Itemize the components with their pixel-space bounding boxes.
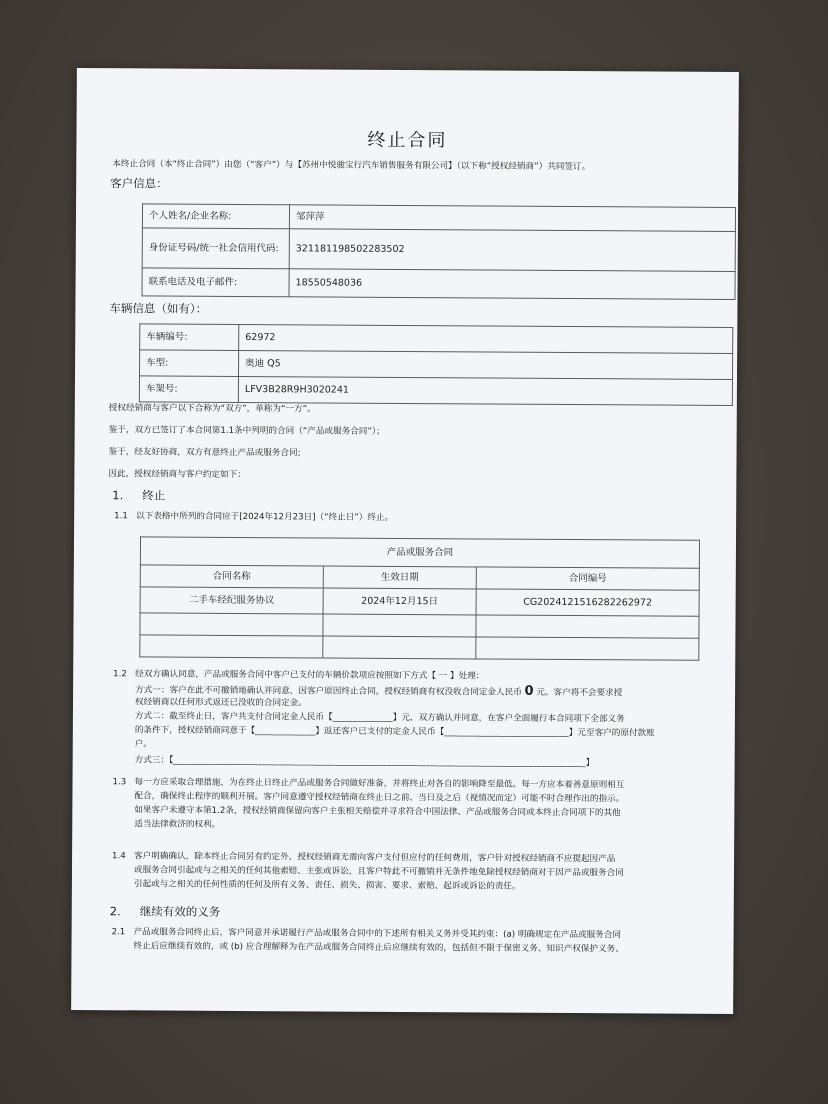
contracts-table-caption: 产品或服务合同 (140, 537, 699, 568)
table-row (140, 537, 699, 568)
clause-1-4-text-1: 客户明确确认，除本终止合同另有约定外，授权经销商无需向客户支付但应付的任何费用，客户针对授权经销商不应提起因产品 (134, 851, 616, 865)
recital-parties: 授权经销商与客户以下合称为“双方”，单称为“一方”。 (108, 403, 316, 415)
method-2-text-cont: 的条件下，授权经销商同意于【______________】返还客户已支付的定金人民币【_____________________________】元至客户的原付款账 (134, 725, 655, 739)
page-title: 终止合同 (367, 129, 448, 152)
method-2-text-end: 户。 (134, 739, 152, 750)
table-row (140, 350, 733, 380)
table-row (142, 204, 735, 232)
recital-whereas-1: 鉴于，双方已签订了本合同第1.1条中列明的合同（“产品或服务合同”）； (108, 425, 385, 437)
customer-name-value: 邹萍萍 (289, 205, 735, 232)
clause-1-2-text: 经双方确认同意，产品或服务合同中客户已支付的车辆价款项应按照如下方式【 一 】处理： (135, 669, 485, 682)
recital-therefore: 因此，授权经销商与客户约定如下： (108, 469, 246, 481)
section-2-number: 2. (109, 904, 121, 919)
clause-1-3-number: 1.3 (112, 777, 127, 788)
clause-1-3-text-4: 适当法律救济的权利。 (134, 819, 221, 830)
clause-1-4-text-2: 或服务合同引起或与之相关的任何其他索赔、主张或诉讼，且客户特此不可撤销并无条件地免除授权经销商对于因产品或服务合同 (133, 865, 624, 879)
clause-2-1-number: 2.1 (111, 927, 126, 938)
customer-contact-value: 18550548036 (289, 269, 735, 300)
vehicle-vin-label: 车架号: (139, 376, 238, 403)
vehicle-number-label: 车辆编号: (140, 324, 239, 351)
clause-1-4-number: 1.4 (112, 851, 126, 862)
contract-page (71, 68, 739, 1014)
table-row (140, 635, 699, 660)
clause-1-1-number: 1.1 (114, 511, 128, 522)
table-row (139, 376, 732, 406)
clause-1-3-text-1: 每一方应采取合理措施，为在终止日终止产品或服务合同做好准备，并将终止对各自的影响降至最低。每一方应本着善意原则相互 (134, 777, 625, 791)
table-row (142, 228, 735, 272)
section-1-number: 1. (112, 488, 124, 503)
customer-name-label: 个人姓名/企业名称: (142, 204, 289, 229)
intro-text: 本终止合同（本“终止合同”）由您（“客户”）与【苏州中悦骏宝行汽车销售服务有限公司】（以下称“授权经销商”）共同签订。 (112, 159, 591, 173)
recital-whereas-2: 鉴于，经友好协商，双方有意终止产品或服务合同; (108, 447, 301, 459)
method-2-text: 方式二：截至终止日，客户共支付合同定金人民币【______________】元，双方确认并同意，在客户全面履行本合同项下全部义务 (134, 711, 625, 725)
section-1-title: 终止 (142, 488, 166, 503)
clause-1-2-number: 1.2 (113, 669, 127, 680)
column-header-name: 合同名称 (140, 565, 323, 588)
customer-id-label: 身份证号码/统一社会信用代码: (142, 228, 289, 269)
clause-2-1-text-1: 产品或服务合同终止后，客户同意并承诺履行产品或服务合同中的下述所有相关义务并受其约束：(a) 明确规定在产品或服务合同 (133, 927, 622, 941)
clause-1-3-text-2: 配合，确保终止程序的顺利开展。客户同意遵守授权经销商在终止日之前、当日及之后（视情况而定）可能不时合理作出的指示。 (134, 791, 625, 805)
contract-date-cell: 2024年12月15日 (323, 588, 476, 615)
contracts-table (139, 536, 700, 660)
clause-1-1-text: 以下表格中所列的合同应于[2024年12月23日]（“终止日”）终止。 (136, 511, 394, 523)
method-1-text-cont: 权经销商以任何形式返还已没收的合同定金。 (134, 697, 307, 709)
method-1-text-end: 元。客户将不会要求授 (536, 687, 623, 699)
table-row (142, 268, 735, 300)
handwritten-amount: 0 (524, 683, 534, 699)
vehicle-vin-value: LFV3B28R9H3020241 (238, 376, 732, 405)
column-header-number: 合同编号 (476, 567, 699, 590)
clause-1-3-text-3: 如果客户未遵守本第1.2条，授权经销商保留向客户主张相关赔偿并寻求符合中国法律、产品或服务合同或本终止合同项下的其他 (134, 805, 621, 819)
customer-info-heading: 客户信息： (110, 176, 168, 191)
contract-name-cell: 二手车经纪服务协议 (140, 587, 323, 614)
vehicle-info-heading: 车辆信息（如有）： (109, 301, 208, 316)
vehicle-model-label: 车型: (140, 350, 239, 377)
method-1-text: 方式一：客户在此不可撤销地确认并同意，因客户原因终止合同，授权经销商有权没收合同定金人民币 (135, 685, 522, 698)
clause-1-4-text-3: 引起或与之相关的任何性质的任何及所有义务、责任、损失、损害、要求、索赔、起诉或诉讼的责任。 (133, 879, 521, 892)
table-row (140, 324, 733, 354)
method-3-text: 方式三：【________________________________________________________________________________________________】 (134, 755, 595, 769)
clause-2-1-text-2: 终止后应继续有效的，或 (b) 应合理解释为在产品或服务合同终止后应继续有效的，包括但不限于保密义务、知识产权保护义务、 (133, 941, 624, 955)
customer-id-value: 321181198502283502 (289, 229, 735, 272)
contract-number-cell: CG2024121516282262972 (476, 589, 699, 616)
table-row (140, 587, 699, 616)
vehicle-number-value: 62972 (239, 324, 733, 353)
vehicle-model-value: 奥迪 Q5 (239, 350, 733, 379)
column-header-date: 生效日期 (323, 566, 476, 589)
customer-contact-label: 联系电话及电子邮件: (142, 268, 289, 297)
vehicle-info-table (139, 323, 733, 406)
section-2-title: 继续有效的义务 (139, 904, 221, 919)
customer-info-table (141, 203, 736, 300)
